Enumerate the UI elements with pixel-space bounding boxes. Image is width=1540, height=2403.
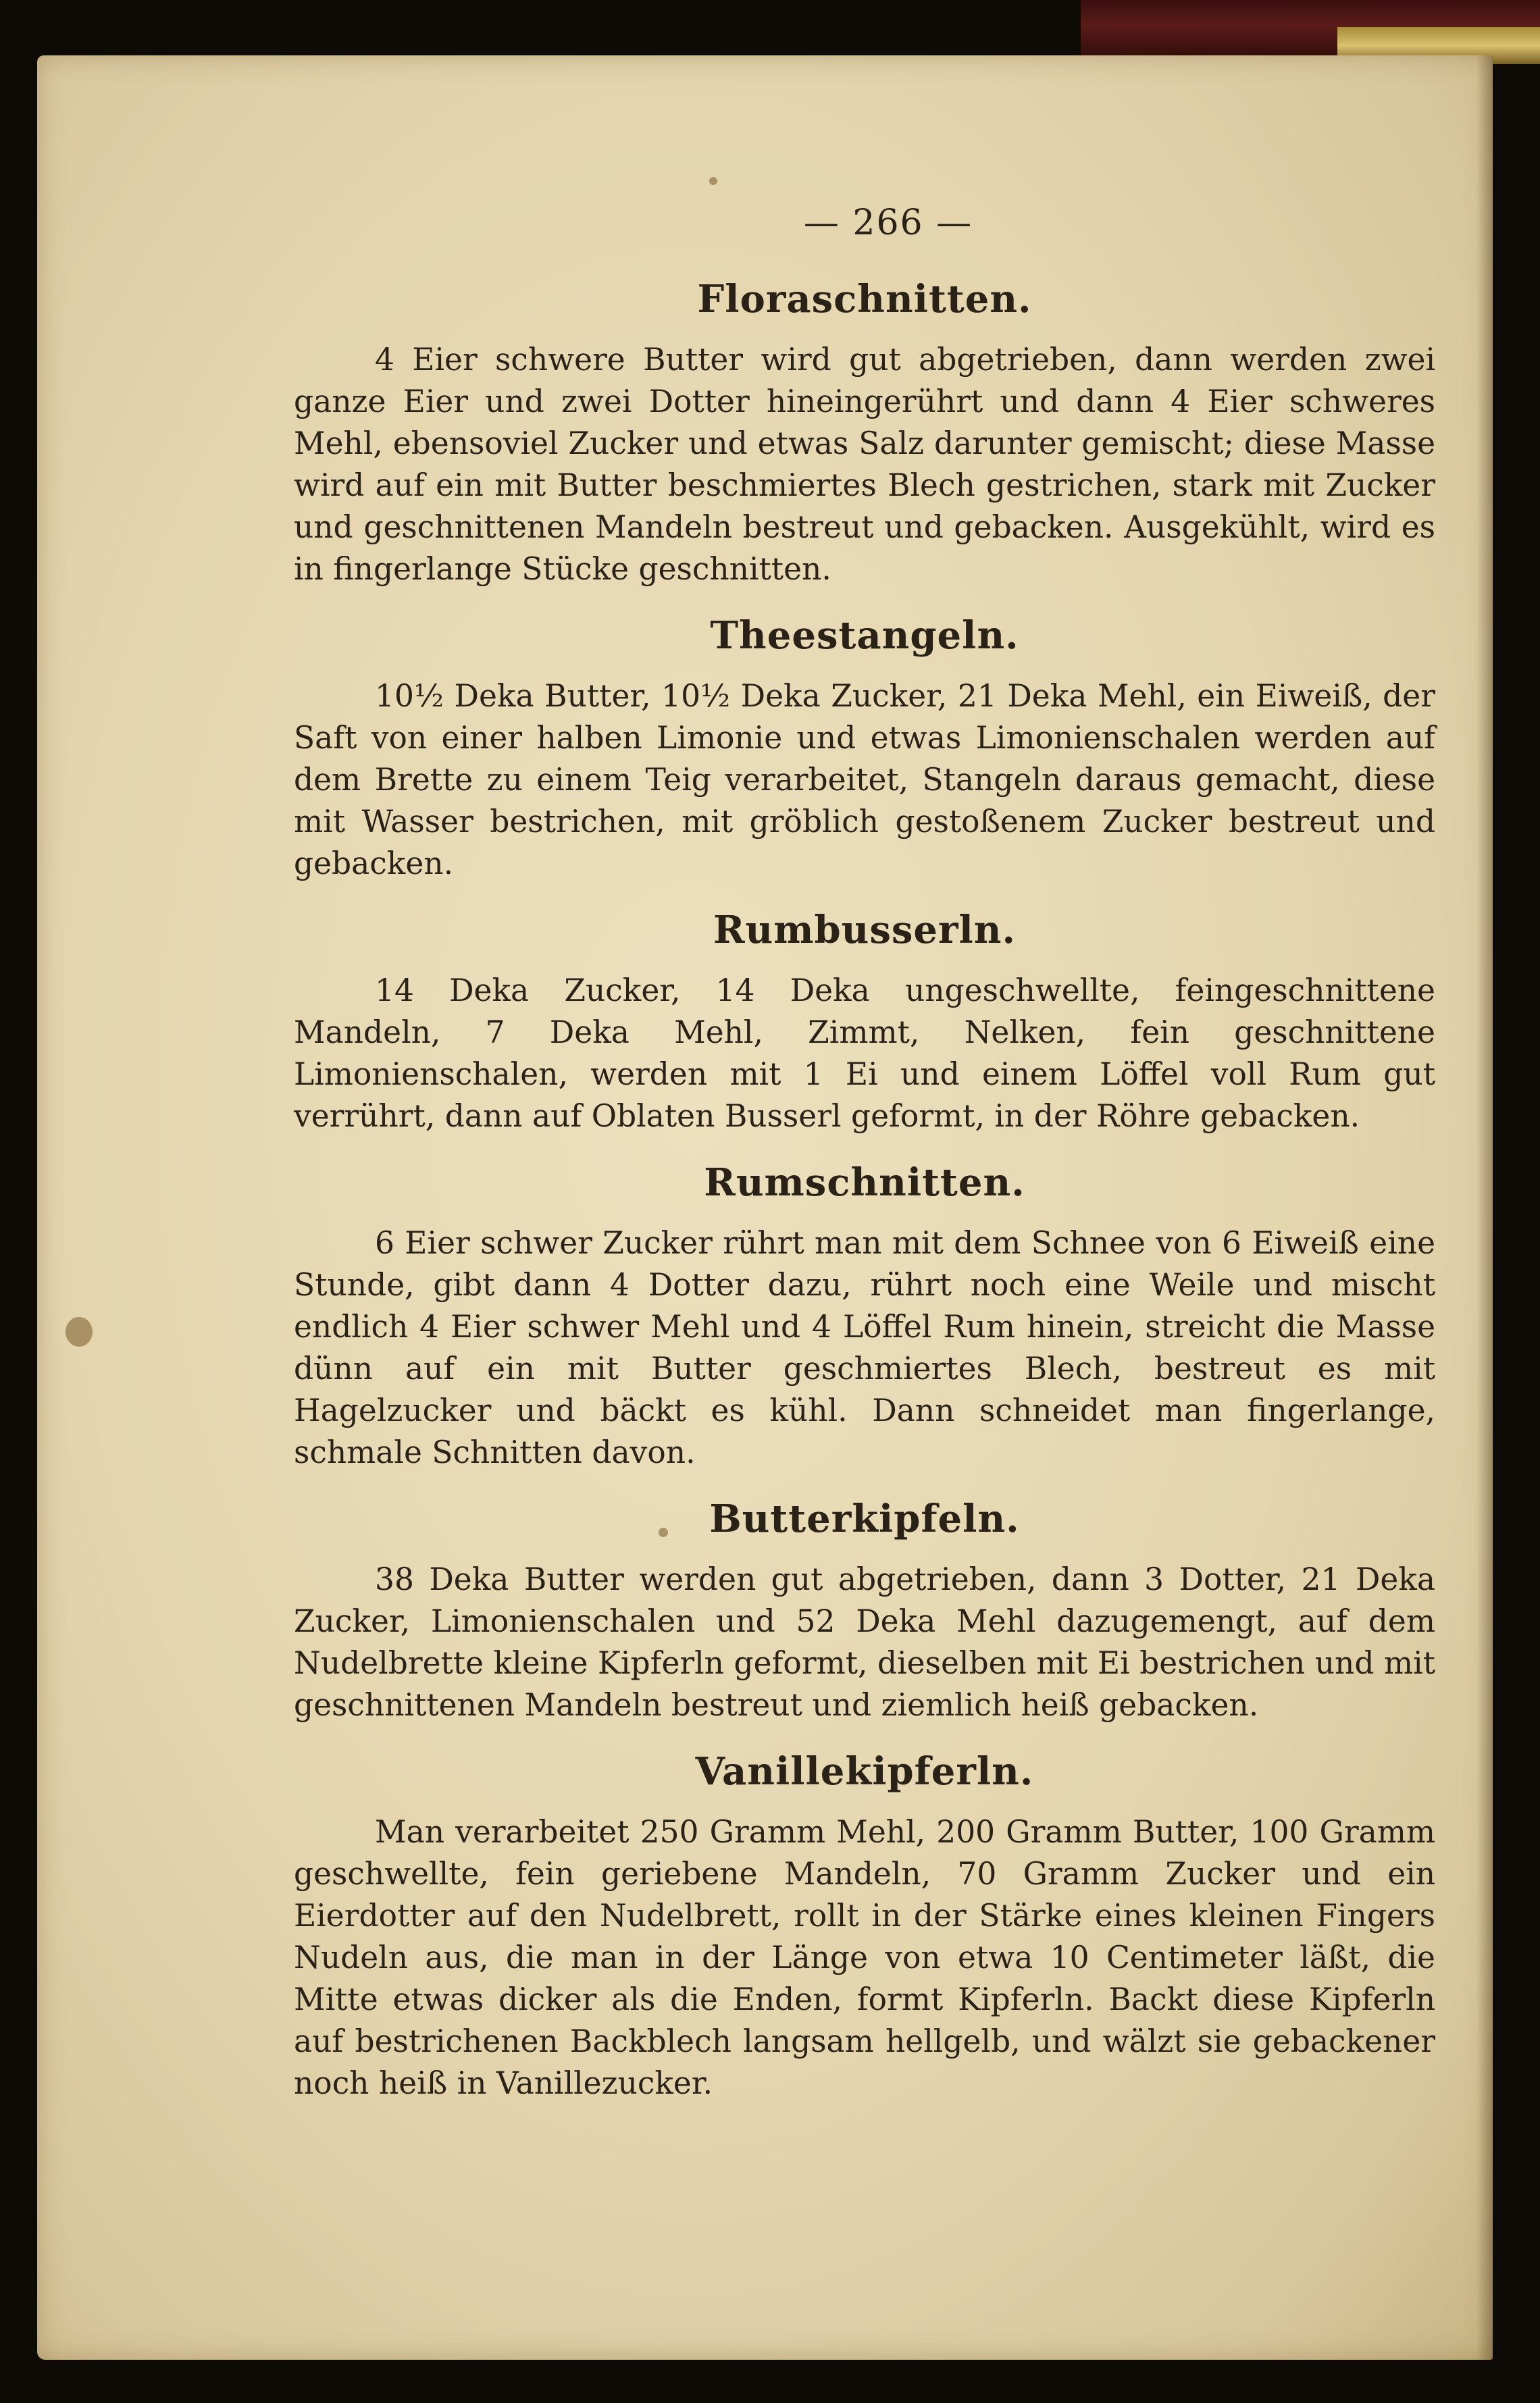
recipe-rumschnitten [294, 1160, 1435, 1474]
recipe-text: 4 Eier schwere Butter wird gut abgetrieben, dann werden zwei ganze Eier und zwei Dotter hineingerührt und dann 4 Eier schweres Mehl, ebensoviel Zucker und etwas Salz darunter gemischt; diese Masse wird auf ein mit Butter beschmiertes Blech gestrichen, stark mit Zucker und geschnittenen Mandeln bestreut und gebacken. Ausgekühlt, wird es in fingerlange Stücke geschnitten. [294, 342, 1435, 587]
recipe-theestangeln [294, 613, 1435, 885]
recipe-text: Man verarbeitet 250 Gramm Mehl, 200 Gramm Butter, 100 Gramm geschwellte, fein geriebene Mandeln, 70 Gramm Zucker und ein Eierdotter auf den Nudelbrett, rollt in der Stärke eines kleinen Fingers Nudeln aus, die man in der Länge von etwa 10 Centimeter läßt, die Mitte etwas dicker als die Enden, formt Kipferln. Backt diese Kipferln auf bestrichenen Backblech langsam hellgelb, und wälzt sie gebackener noch heiß in Vanillezucker. [294, 1814, 1435, 2101]
recipe-title: Rumbusserln. [713, 908, 1017, 952]
recipe-vanillekipferln [294, 1749, 1435, 2104]
recipe-title: Floraschnitten. [697, 277, 1032, 321]
recipe-floraschnitten [294, 277, 1435, 590]
recipe-rumbusserln [294, 908, 1435, 1137]
recipe-butterkipfeln [294, 1497, 1435, 1726]
recipe-text: 14 Deka Zucker, 14 Deka ungeschwellte, feingeschnittene Mandeln, 7 Deka Mehl, Zimmt, Nelken, fein geschnittene Limonienschalen, werden mit 1 Ei und einem Löffel voll Rum gut verrührt, dann auf Oblaten Busserl geformt, in der Röhre gebacken. [294, 973, 1435, 1134]
recipe-text: 10½ Deka Butter, 10½ Deka Zucker, 21 Deka Mehl, ein Eiweiß, der Saft von einer halben Limonie und etwas Limonienschalen werden auf dem Brette zu einem Teig verarbeitet, Stangeln daraus gemacht, diese mit Wasser bestrichen, mit gröblich gestoßenem Zucker bestreut und gebacken. [294, 678, 1435, 881]
page-gutter-shadow [1477, 55, 1493, 2360]
recipe-title: Butterkipfeln. [709, 1497, 1020, 1541]
paper-stain [66, 1317, 93, 1347]
recipe-title: Rumschnitten. [704, 1160, 1025, 1205]
paper-stain [709, 177, 717, 185]
recipe-title: Theestangeln. [710, 613, 1019, 658]
page-content [294, 203, 1435, 2127]
recipe-text: 6 Eier schwer Zucker rührt man mit dem Schnee von 6 Eiweiß eine Stunde, gibt dann 4 Dotter dazu, rührt noch eine Weile und mischt endlich 4 Eier schwer Mehl und 4 Löffel Rum hinein, streicht die Masse dünn auf ein mit Butter geschmiertes Blech, bestreut es mit Hagelzucker und bäckt es kühl. Dann schneidet man fingerlange, schmale Schnitten davon. [294, 1225, 1435, 1470]
page-number: — 266 — [803, 203, 973, 243]
recipe-title: Vanillekipferln. [695, 1749, 1034, 1794]
recipe-text: 38 Deka Butter werden gut abgetrieben, dann 3 Dotter, 21 Deka Zucker, Limonienschalen und 52 Deka Mehl dazugemengt, auf dem Nudelbrette kleine Kipferln geformt, dieselben mit Ei bestrichen und mit geschnittenen Mandeln bestreut und ziemlich heiß gebacken. [294, 1561, 1435, 1723]
